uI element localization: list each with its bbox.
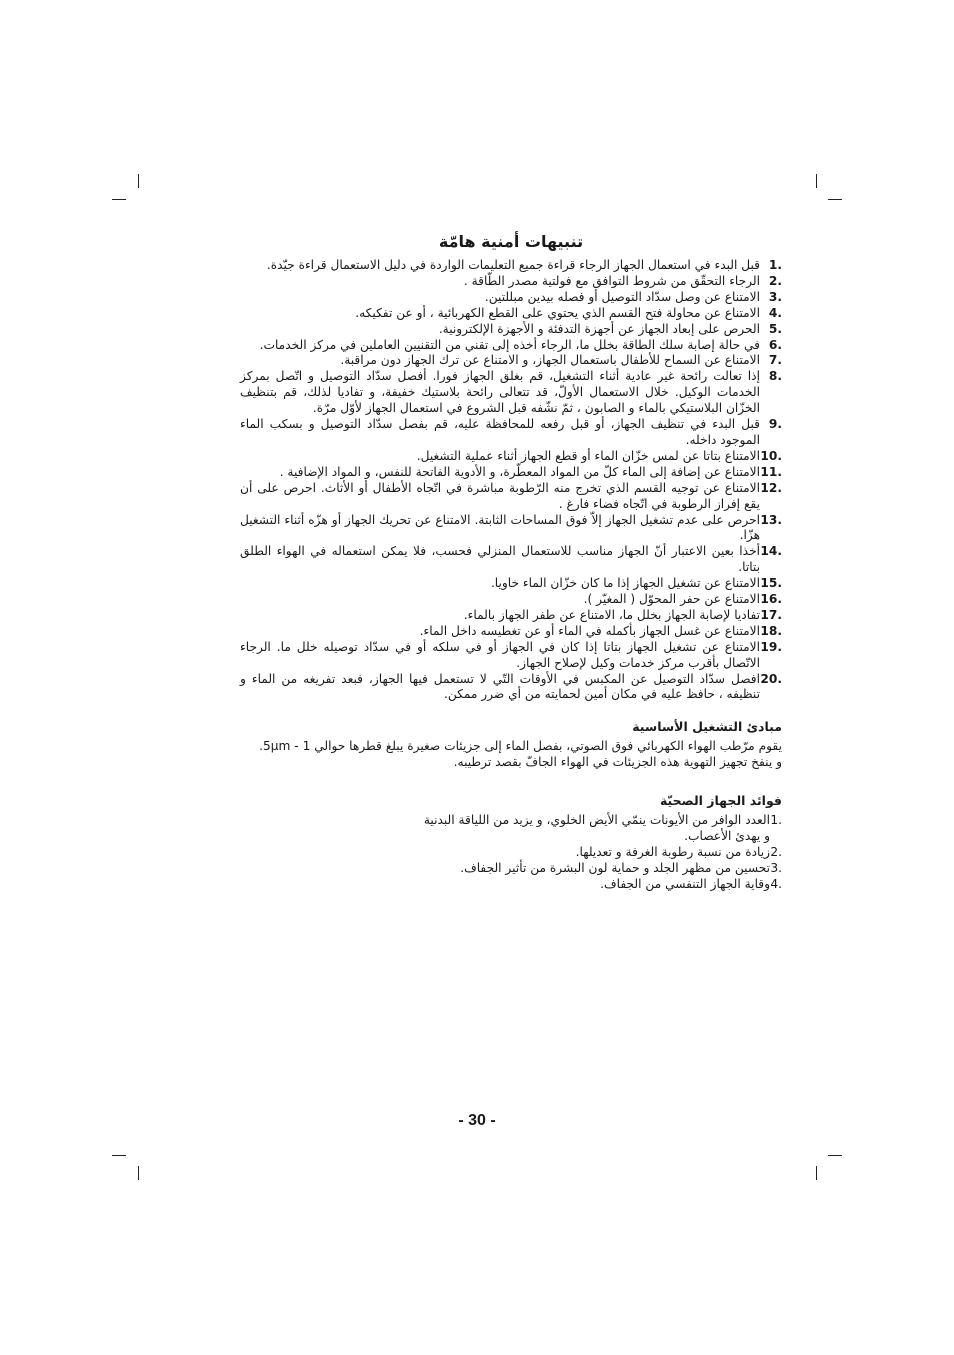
- warning-number: 9.: [768, 417, 782, 432]
- crop-mark-top-left-vertical: [138, 174, 139, 188]
- warning-item: [240, 338, 782, 354]
- warning-number: 11.: [760, 464, 782, 479]
- page-title: تنبيهات أمنية هامّة: [438, 232, 584, 251]
- warning-text: قبل البدء في تنظيف الجهاز، أو قبل رفعه للمحافظة عليه، قم بفصل سدّاد التوصيل و بسكب الماء الموجود داخله.: [240, 417, 760, 447]
- safety-warnings-list: [240, 258, 782, 703]
- benefit-number: 2.: [770, 845, 782, 859]
- warning-item: [240, 353, 782, 369]
- warning-item: [240, 592, 782, 608]
- warning-item: [240, 290, 782, 306]
- warning-item: [240, 449, 782, 465]
- warning-text: الامتناع عن محاولة فتح القسم الذي يحتوي على القطع الكهربائية ، أو عن تفكيكه.: [355, 305, 760, 320]
- warning-text: افصل سدّاد التوصيل عن المكبس في الأوقات التّي لا تستعمل فيها الجهاز، فبعد تفريغه من الماء و تنظيفه ، حافظ عليه في مكان أمين لحمايته من أي ضرر ممكن.: [240, 671, 760, 702]
- warning-text: الحرص على إبعاد الجهاز عن أجهزة التدفئة و الأجهزة الإلكترونية.: [438, 321, 760, 336]
- warning-text: الامتناع بتاتا عن لمس خزّان الماء أو قطع الجهاز أثناء عملية التشغيل.: [416, 448, 760, 463]
- warning-number: 14.: [760, 544, 782, 559]
- benefit-item: [422, 813, 782, 845]
- crop-mark-bottom-right-vertical: [816, 1166, 817, 1180]
- crop-mark-top-left-horizontal: [112, 199, 126, 200]
- warning-number: 10.: [760, 448, 782, 463]
- principles-section: [240, 719, 782, 771]
- warning-item: [240, 608, 782, 624]
- warning-item: [240, 417, 782, 449]
- warning-number: 3.: [768, 289, 782, 304]
- warning-number: 15.: [760, 576, 782, 591]
- warning-number: 20.: [760, 671, 782, 686]
- crop-mark-bottom-right-horizontal: [828, 1155, 842, 1156]
- warning-item: [240, 624, 782, 640]
- warning-item: [240, 274, 782, 290]
- warning-text: الامتناع عن حفر المحوّل ( المغيّر ).: [583, 592, 760, 607]
- warning-text: الامتناع عن تشغيل الجهاز إذا ما كان خزّان الماء خاويا.: [490, 576, 760, 591]
- warning-text: قبل البدء في استعمال الجهاز الرجاء قراءة جميع التعليمات الواردة في دليل الاستعمال قراءة جيّدة.: [266, 258, 760, 272]
- warning-item: [240, 369, 782, 417]
- page-number: - 30 -: [458, 1112, 496, 1129]
- benefit-text: زيادة من نسبة رطوبة الغرفة و تعديلها.: [575, 845, 770, 859]
- benefits-list: [422, 813, 782, 893]
- warning-number: 7.: [768, 353, 782, 368]
- warning-number: 13.: [760, 512, 782, 527]
- warning-text: الامتناع عن إضافة إلى الماء كلّ من المواد المعطّرة، و الأدوية الفاتحة للنفس، و المواد الإضافية .: [279, 464, 760, 479]
- benefits-heading: فوائد الجهاز الصحيّة: [659, 793, 782, 809]
- benefit-item: [422, 861, 782, 877]
- crop-mark-top-right-vertical: [816, 174, 817, 188]
- warning-text: الامتناع عن تشغيل الجهاز بتاتا إذا كان في الجهاز أو في سلكه أو في سدّاد توصيله خلل ما. الرجاء الاتّصال بأقرب مركز خدمات وكيل لإصلاح الجهاز.: [240, 639, 760, 670]
- warning-number: 2.: [768, 273, 782, 288]
- warning-text: الامتناع عن غسل الجهاز بأكمله في الماء أو عن تغطيسه داخل الماء.: [419, 623, 760, 638]
- warning-item: [240, 465, 782, 481]
- warning-text: إذا تعالت رائحة غير عادية أثناء التشغيل، قم بغلق الجهاز فورا. أفصل سدّاد التوصيل و اتّصل بمركز الخدمات الوكيل. خلال الاستعمال الأولّ، قد تتعالى رائحة بلاستيك خفيفة، و تفاديا لذلك، قم بتنظيف الخزّان البلاستيكي بالماء و الصابون ، ثمّ نشّفه قبل الشروع في استعمال الجهاز لأوّل مرّة.: [240, 369, 760, 416]
- warning-item: [240, 481, 782, 513]
- benefit-number: 4.: [770, 876, 782, 891]
- warning-item: [240, 672, 782, 704]
- warning-text: الرجاء التحقّق من شروط التوافق مع فولتية مصدر الطّاقة .: [463, 273, 760, 288]
- warning-item: [240, 640, 782, 672]
- crop-mark-top-right-horizontal: [828, 199, 842, 200]
- warning-number: 5.: [768, 321, 782, 336]
- warning-item: [240, 576, 782, 592]
- benefit-text: وقاية الجهاز التنفسي من الجفاف.: [600, 876, 770, 891]
- warning-text: احرص على عدم تشغيل الجهاز إلاّ فوق المساحات الثابتة. الامتناع عن تحريك الجهاز أو هزّه أثناء التشغيل هزّا.: [240, 512, 760, 543]
- warning-number: 6.: [768, 337, 782, 352]
- warning-item: [240, 513, 782, 545]
- warning-number: 1.: [768, 258, 782, 272]
- warning-text: الامتناع عن السماح للأطفال باستعمال الجهاز، و الامتناع عن ترك الجهاز دون مراقبة.: [340, 353, 760, 368]
- warning-text: تفاديا لإصابة الجهاز بخلل ما، الامتناع عن طفر الجهاز بالماء.: [463, 607, 760, 622]
- warning-text: الامتناع عن وصل سدّاد التوصيل أو فصله بيدين مبللتين.: [484, 289, 760, 304]
- principles-line-2: و ينفخ تجهيز التهوية هذه الجزيئات في الهواء الجافّ بقصد ترطيبه.: [453, 755, 782, 770]
- benefit-number: 3.: [770, 860, 782, 875]
- warning-number: 16.: [760, 592, 782, 607]
- warning-number: 17.: [760, 607, 782, 622]
- principles-heading: مبادئ التشغيل الأساسية: [632, 719, 782, 735]
- warning-number: 12.: [760, 480, 782, 495]
- benefit-text: تحسين من مظهر الجلد و حماية لون البشرة من تأثير الجفاف.: [460, 860, 770, 875]
- warning-text: في حالة إصابة سلك الطاقة بخلل ما، الرجاء أخذه إلى تقني من التقنيين العاملين في مركز الخدمات.: [259, 337, 760, 352]
- warning-number: 8.: [768, 369, 782, 384]
- benefit-number: 1.: [770, 813, 782, 828]
- benefit-text: العدد الوافر من الأيونات ينمّي الأيض الخلوي، و يزيد من اللياقة البدنية و يهدئ الأعصاب.: [423, 813, 770, 844]
- warning-item: [240, 322, 782, 338]
- warning-item: [240, 306, 782, 322]
- warning-text: أخذا بعين الاعتبار أنّ الجهاز مناسب للاستعمال المنزلي فحسب، فلا يمكن استعماله في الهواء الطلق بتاتا.: [240, 544, 760, 575]
- crop-mark-bottom-left-horizontal: [112, 1155, 126, 1156]
- warning-number: 18.: [760, 623, 782, 638]
- warning-item: [240, 544, 782, 576]
- benefit-item: [422, 877, 782, 893]
- warning-number: 4.: [768, 305, 782, 320]
- benefits-section: [240, 793, 782, 893]
- benefit-item: [422, 845, 782, 861]
- principles-line-1: يقوم مرّطب الهواء الكهربائي فوق الصوتي، بفصل الماء إلى جزيئات صغيرة يبلغ قطرها حوالي 1 - 5μm.: [259, 739, 782, 754]
- warning-number: 19.: [760, 639, 782, 654]
- document-content: [240, 232, 782, 893]
- crop-mark-bottom-left-vertical: [138, 1166, 139, 1180]
- warning-item: [240, 258, 782, 274]
- warning-text: الامتناع عن توجيه القسم الذي تخرج منه الرّطوبة مباشرة في اتّجاه الأطفال أو الأثاث. احرص على أن يقع إفراز الرطوبة في اتّجاه فضاء فارغ .: [240, 480, 760, 511]
